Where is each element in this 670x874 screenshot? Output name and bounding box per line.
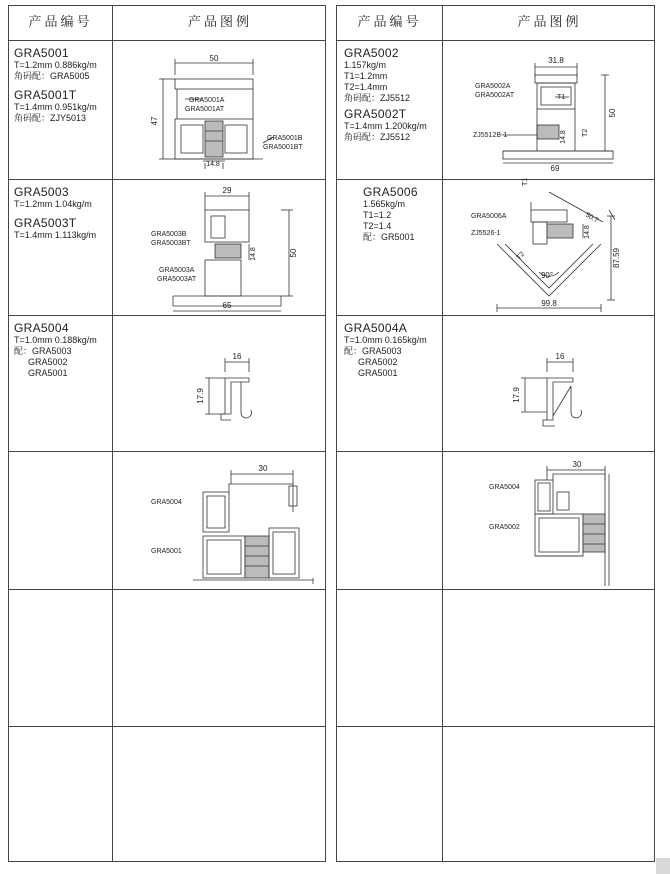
match-item: GRA5002 (28, 357, 68, 367)
dim-gap: 14.8 (206, 161, 220, 168)
product-spec: T=1.0mm 0.165kg/m (344, 335, 427, 345)
header-product-drawing: 产品图例 (517, 15, 582, 30)
product-spec: T=1.2mm 0.886kg/m (14, 60, 97, 70)
label: ZJ5526-1 (471, 230, 501, 237)
gra5004a-info (344, 321, 427, 379)
header-product-code: 产品编号 (357, 15, 422, 30)
label: GRA5003AT (157, 276, 197, 283)
product-code: GRA5002 (344, 46, 399, 60)
mark-t1: T1 (522, 177, 529, 186)
corner-match: 配：GR5001 (363, 232, 415, 242)
dim-height: 87.59 (612, 247, 621, 269)
gra5006-drawing (443, 177, 656, 315)
product-spec: T=1.4mm 0.951kg/m (14, 102, 97, 112)
dim-width: 30 (258, 464, 268, 473)
product-spec: T=1.4mm 1.200kg/m (344, 121, 427, 131)
gra5003-info (14, 185, 96, 241)
product-weight: 1.157kg/m (344, 60, 387, 70)
match-item: 配：GRA5003 (344, 346, 402, 356)
label: GRA5001B (267, 135, 303, 142)
label: GRA5001AT (185, 106, 225, 113)
gra5004-drawing (113, 316, 327, 451)
product-code: GRA5004A (344, 321, 408, 335)
product-code: GRA5003 (14, 185, 69, 199)
dim-height: 17.9 (196, 388, 205, 404)
product-code: GRA5002T (344, 107, 407, 121)
thickness-t2: T2=1.4mm (344, 82, 388, 92)
dim-gap: 14.8 (250, 247, 257, 261)
right-table (336, 5, 655, 862)
header-product-code: 产品编号 (28, 15, 93, 30)
assembly-right-drawing (443, 452, 656, 589)
row-divider (9, 726, 325, 727)
label: GRA5002 (489, 524, 520, 531)
label: GRA5002AT (475, 92, 515, 99)
dim-width: 16 (555, 352, 565, 361)
match-item: GRA5001 (28, 368, 68, 378)
label: GRA5001BT (263, 144, 303, 151)
corner-match: 角码配：ZJY5013 (14, 113, 87, 123)
label: GRA5006A (471, 213, 507, 220)
corner-match: 角码配：GRA5005 (14, 71, 90, 81)
dim-gap: 14.8 (584, 225, 591, 239)
mark-t1: T1 (557, 94, 566, 101)
gra5001-drawing (113, 41, 327, 179)
dim-length: 65 (222, 301, 232, 310)
row-divider (337, 589, 654, 590)
gra5001-info (14, 46, 97, 124)
product-code: GRA5001T (14, 88, 77, 102)
mark-t2: T2 (515, 250, 527, 262)
thickness-t1: T1=1.2 (363, 210, 392, 220)
gra5002-drawing (443, 41, 656, 179)
gra5003-drawing (113, 180, 327, 315)
dim-height: 50 (289, 248, 298, 258)
label: GRA5001 (151, 548, 182, 555)
label: GRA5003BT (151, 240, 191, 247)
match-item: 配：GRA5003 (14, 346, 72, 356)
dim-width: 31.8 (548, 56, 564, 65)
dim-height: 17.9 (512, 387, 521, 403)
thickness-t1: T1=1.2mm (344, 71, 388, 81)
corner-match: 角码配：ZJ5512 (344, 93, 411, 103)
product-code: GRA5003T (14, 216, 77, 230)
label: GRA5003A (159, 267, 195, 274)
page-corner (656, 858, 670, 874)
gra5004a-drawing (443, 316, 656, 451)
dim-height: 50 (608, 108, 617, 118)
dim-gap: 14.8 (560, 130, 567, 144)
match-item: GRA5002 (358, 357, 398, 367)
dim-width: 29 (222, 186, 232, 195)
gra5004-info (14, 321, 97, 379)
dim-diag: 50.7 (584, 211, 600, 225)
label: GRA5002A (475, 83, 511, 90)
product-spec: T=1.2mm 1.04kg/m (14, 199, 92, 209)
label: GRA5004 (489, 484, 520, 491)
header-product-drawing: 产品图例 (187, 15, 252, 30)
label: ZJ5512B-1 (473, 132, 508, 139)
mark-t2: T2 (582, 128, 589, 137)
dim-length: 69 (550, 164, 560, 173)
assembly-left-drawing (113, 452, 327, 589)
product-code: GRA5006 (363, 185, 418, 199)
dim-width: 50 (209, 54, 219, 63)
row-divider (337, 726, 654, 727)
label: GRA5004 (151, 499, 182, 506)
row-divider (9, 589, 325, 590)
dim-length: 99.8 (541, 299, 557, 308)
dim-width: 30 (572, 460, 582, 469)
label: GRA5001A (189, 97, 225, 104)
dim-width: 16 (232, 352, 242, 361)
corner-match: 角码配：ZJ5512 (344, 132, 411, 142)
dim-angle: 90° (540, 271, 554, 280)
product-code: GRA5004 (14, 321, 69, 335)
gra5006-info (363, 185, 418, 243)
dim-height: 47 (150, 116, 159, 126)
thickness-t2: T2=1.4 (363, 221, 392, 231)
label: GRA5003B (151, 231, 187, 238)
gra5002-info (344, 46, 427, 143)
left-table (8, 5, 326, 862)
product-weight: 1.565kg/m (363, 199, 406, 209)
product-code: GRA5001 (14, 46, 69, 60)
product-spec: T=1.4mm 1.113kg/m (14, 230, 97, 240)
match-item: GRA5001 (358, 368, 398, 378)
product-spec: T=1.0mm 0.188kg/m (14, 335, 97, 345)
